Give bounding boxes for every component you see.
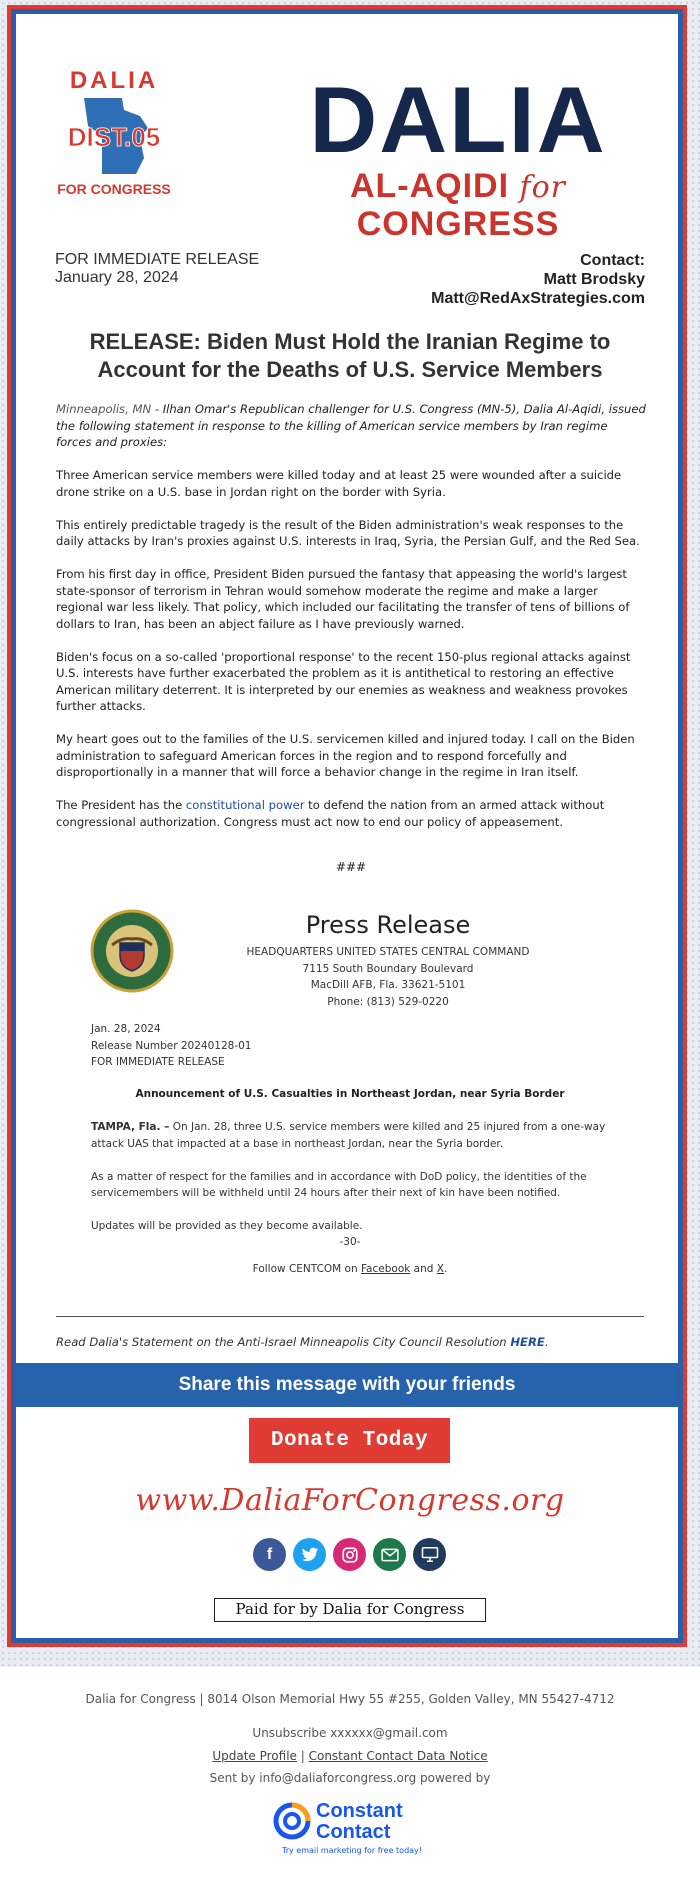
body-paragraph-6	[56, 797, 646, 830]
pr-facebook: Facebook	[360, 1263, 411, 1275]
cc-line-2: Contact	[316, 1821, 391, 1843]
campaign-logo	[288, 67, 628, 243]
pr-end-mark: -30-	[339, 1236, 361, 1248]
website-link[interactable]: www.DaliaForCongress.org	[135, 1483, 565, 1518]
badge-line-1: DALIA	[69, 67, 159, 94]
p6-before: The President has the	[56, 798, 186, 812]
contact-name: Matt Brodsky	[543, 271, 645, 288]
share-banner: Share this message with your friends	[16, 1363, 678, 1407]
constitutional-power-link[interactable]: constitutional power	[185, 798, 305, 812]
lede-city: Minneapolis, MN	[56, 402, 152, 416]
body-paragraph-1: Three American service members were killed today and at least 25 were wounded after a suicide drone strike on a U.S. base in Jordan right on the border with Syria.	[56, 468, 622, 499]
logo-sub-right: CONGRESS	[356, 205, 560, 243]
sent-by: Sent by info@daliaforcongress.org powered by	[209, 1771, 491, 1785]
body-paragraph-3: From his first day in office, President Biden pursued the fantasy that appeasing the world's largest state-sponsor of terrorism in Tehran would somehow moderate the regime and make a larger regional war less likely. That policy, which included our facilitating the transfer of tens of billions of dollars to Iran, has been an abject failure as I have previously warned.	[56, 567, 630, 631]
headline: RELEASE: Biden Must Hold the Iranian Regime to Account for the Deaths of U.S. Service Members	[89, 329, 611, 382]
social-links	[253, 1538, 447, 1572]
pr-number: Release Number 20240128-01	[91, 1039, 252, 1052]
read-statement-text: Read Dalia's Statement on the Anti-Israel Minneapolis City Council Resolution	[56, 1335, 511, 1349]
pr-follow-end: .	[443, 1263, 448, 1275]
pr-date: Jan. 28, 2024	[91, 1023, 161, 1035]
badge-line-2: DIST.05	[67, 122, 161, 152]
hq-name: HEADQUARTERS UNITED STATES CENTRAL COMMAND	[246, 946, 530, 958]
release-info	[55, 251, 259, 287]
release-date: January 28, 2024	[55, 269, 179, 286]
centcom-seal-icon	[90, 909, 174, 993]
read-statement-end: .	[544, 1335, 549, 1349]
logo-sub-for: for	[519, 170, 567, 205]
release-body	[56, 401, 646, 847]
pr-para-1	[91, 1119, 611, 1152]
email-icon[interactable]	[373, 1538, 406, 1571]
facebook-icon[interactable]: f	[253, 1538, 286, 1571]
pr-follow	[56, 1263, 644, 1275]
website-icon[interactable]	[413, 1538, 446, 1571]
hq-address-1: 7115 South Boundary Boulevard	[302, 962, 474, 975]
pr-para-3: Updates will be provided as they become available.	[91, 1220, 363, 1232]
release-label: FOR IMMEDIATE RELEASE	[55, 251, 260, 268]
hq-address-2: MacDill AFB, Fla. 33621-5101	[310, 979, 466, 991]
cc-line-1: Constant	[316, 1800, 403, 1822]
instagram-icon[interactable]	[333, 1538, 366, 1571]
pr-follow-text: Follow CENTCOM on	[252, 1263, 361, 1275]
press-release-meta	[91, 1021, 251, 1071]
update-profile-link[interactable]: Update Profile	[212, 1749, 297, 1763]
logo-sub-left: AL-AQIDI	[349, 167, 510, 205]
body-paragraph-5: My heart goes out to the families of the U.S. servicemen killed and injured today. I call on the Biden administration to safeguard American forces in the region and to respond forcefully and disproportionally in a manner that will force a behavior change in the regime in Iran itself.	[56, 732, 635, 779]
pr-para-2: As a matter of respect for the families and in accordance with DoD policy, the identities of the servicemembers will be withheld until 24 hours after their next of kin have been notified.	[91, 1170, 587, 1199]
pr-follow-and: and	[410, 1263, 437, 1275]
hq-phone: Phone: (813) 529-0220	[327, 995, 449, 1008]
read-statement	[56, 1335, 549, 1349]
lede-paragraph	[56, 401, 646, 451]
footer-separator: |	[296, 1749, 309, 1763]
twitter-icon[interactable]	[293, 1538, 326, 1571]
paid-for-notice: Paid for by Dalia for Congress	[214, 1598, 486, 1622]
pr-immediate: FOR IMMEDIATE RELEASE	[91, 1056, 225, 1068]
divider	[56, 1316, 644, 1317]
pr-dateline: TAMPA, Fla. –	[91, 1121, 170, 1133]
logo-name: DALIA	[309, 67, 607, 172]
pr-para-1-text: On Jan. 28, three U.S. service members were killed and 25 injured from a one-way attack UAS that impacted at a base in northeast Jordan, near the Syria border.	[91, 1121, 606, 1150]
end-mark: ###	[335, 860, 367, 874]
press-release-title: Press Release	[305, 911, 471, 939]
data-notice-link[interactable]: Constant Contact Data Notice	[308, 1749, 488, 1763]
badge-line-3: FOR CONGRESS	[57, 181, 171, 197]
pr-x: X	[436, 1263, 444, 1275]
body-paragraph-2: This entirely predictable tragedy is the result of the Biden administration's weak responses to the daily attacks by Iran's proxies against U.S. interests in Iraq, Syria, the Persian Gulf, and the Red Sea.	[56, 517, 640, 548]
contact-email: Matt@RedAxStrategies.com	[431, 290, 645, 307]
body-paragraph-4: Biden's focus on a so-called 'proportional response' to the recent 150-plus regional attacks against U.S. interests have further exacerbated the problem as it is antithetical to restoring an effective American military deterrent. It is interpreted by our enemies as weakness and weakness provokes further attacks.	[56, 649, 631, 713]
p6-after: to defend the nation from an armed attack without congressional authorization. Congress must act now to end our policy of appeasement.	[56, 798, 605, 829]
unsubscribe-link[interactable]: Unsubscribe xxxxxx@gmail.com	[252, 1726, 448, 1740]
footer-links	[0, 1749, 700, 1763]
pr-text	[91, 1119, 611, 1251]
email-footer	[0, 1667, 700, 1878]
lede-text: - Ilhan Omar's Republican challenger for U.S. Congress (MN-5), Dalia Al-Aqidi, issued the following statement in response to the killing of American service members by Iran regime forces and proxies:	[56, 402, 646, 449]
district-logo	[44, 66, 184, 206]
donate-button[interactable]: Donate Today	[249, 1418, 450, 1463]
centcom-press-release-image	[56, 897, 644, 1291]
cc-tagline: Try email marketing for free today!	[282, 1846, 422, 1855]
contact-info	[431, 251, 645, 308]
footer-address: Dalia for Congress | 8014 Olson Memorial Hwy 55 #255, Golden Valley, MN 55427-4712	[85, 1692, 615, 1706]
constant-contact-logo[interactable]	[270, 1797, 434, 1857]
here-link[interactable]: HERE	[510, 1335, 545, 1349]
pr-announcement: Announcement of U.S. Casualties in Northeast Jordan, near Syria Border	[135, 1088, 565, 1100]
contact-label: Contact:	[580, 252, 645, 269]
logo-subtitle	[288, 168, 628, 242]
press-release-header	[226, 944, 550, 1010]
